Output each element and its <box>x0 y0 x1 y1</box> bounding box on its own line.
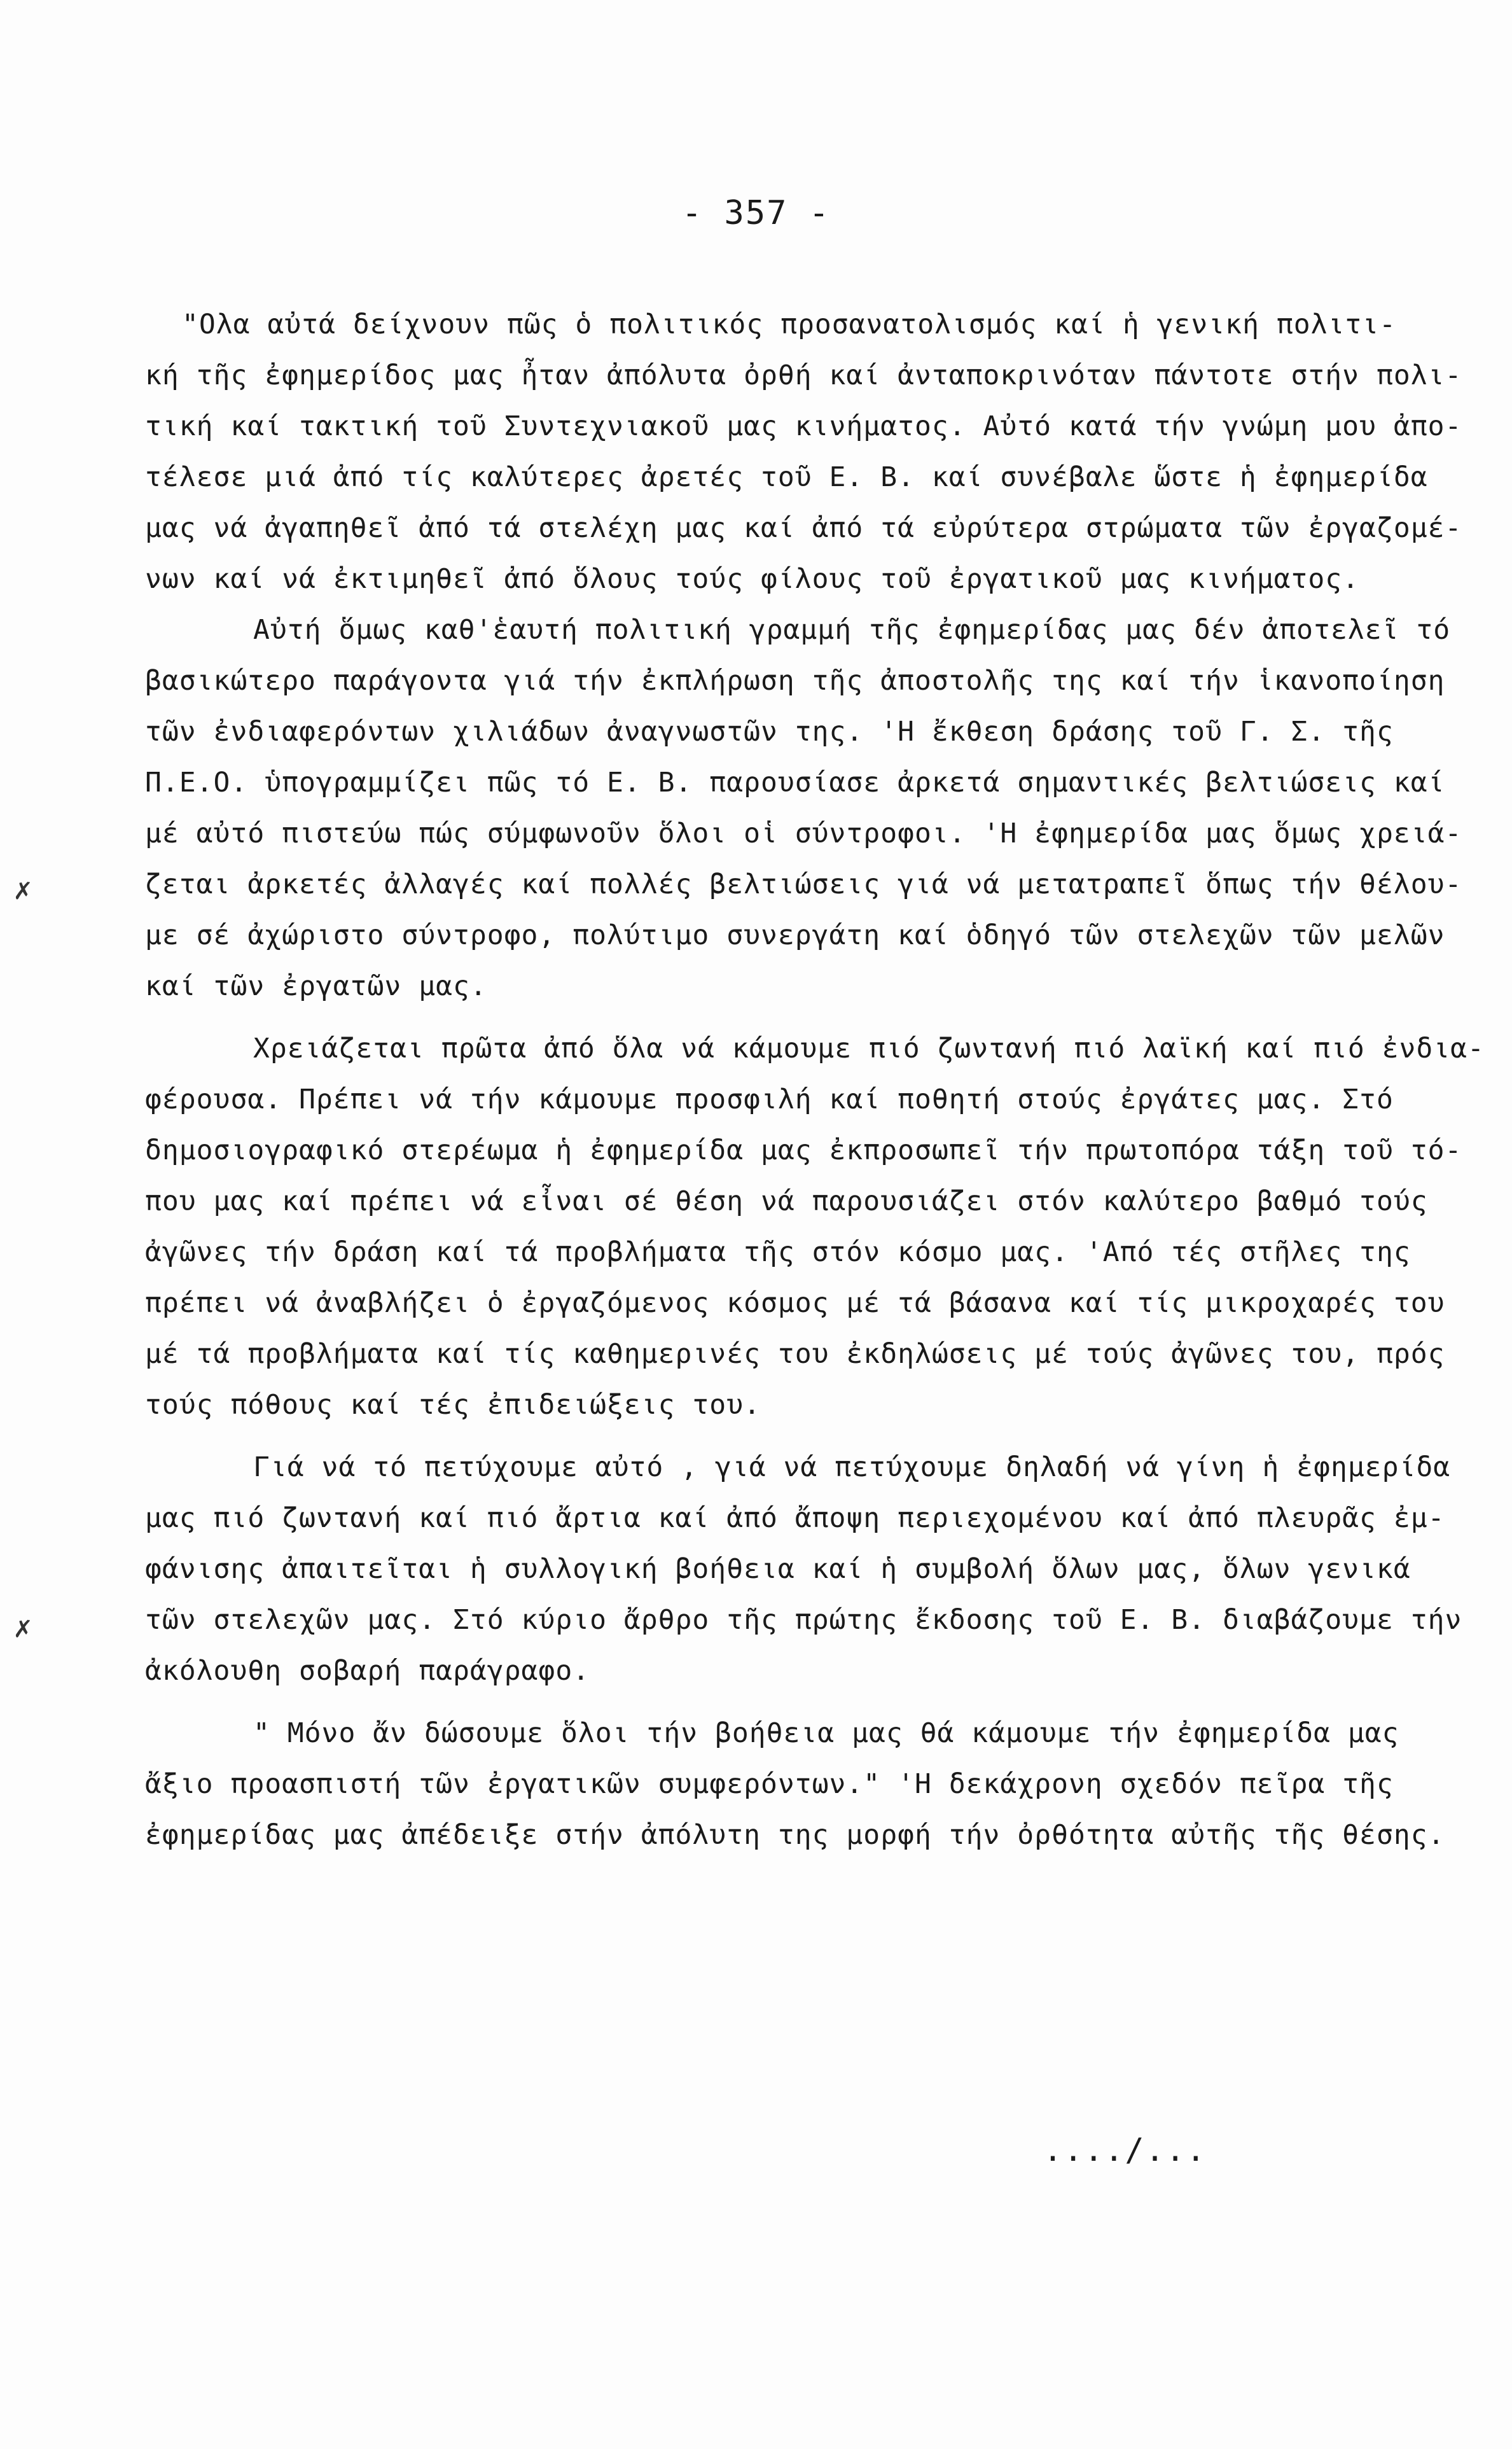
text-line: νων καί νά ἐκτιμηθεῖ ἀπό ὅλους τούς φίλους τοῦ ἐργατικοῦ μας κινήματος. <box>145 563 1360 595</box>
continuation-mark: ..../... <box>1043 2132 1207 2168</box>
text-line: μέ τά προβλήματα καί τίς καθημερινές του ἐκδηλώσεις μέ τούς ἀγῶνες του, πρός <box>145 1338 1445 1370</box>
text-line: δημοσιογραφικό στερέωμα ἡ ἐφημερίδα μας ἐκπροσωπεῖ τήν πρωτοπόρα τάξη τοῦ τό- <box>145 1134 1462 1166</box>
margin-mark: ✗ <box>14 872 32 906</box>
text-line: καί τῶν ἐργατῶν μας. <box>145 970 487 1002</box>
text-line: μας νά ἀγαπηθεῖ ἀπό τά στελέχη μας καί ἀπό τά εὐρύτερα στρώματα τῶν ἐργαζομέ- <box>145 512 1462 544</box>
text-line: που μας καί πρέπει νά εἶναι σέ θέση νά παρουσιάζει στόν καλύτερο βαθμό τούς <box>145 1185 1428 1217</box>
text-line: ἀκόλουθη σοβαρή παράγραφο. <box>145 1655 590 1687</box>
text-line: τική καί τακτική τοῦ Συντεχνιακοῦ μας κινήματος. Αὐτό κατά τήν γνώμη μου ἀπο- <box>145 410 1462 442</box>
margin-mark: ✗ <box>14 1610 32 1644</box>
text-line: Π.Ε.Ο. ὑπογραμμίζει πῶς τό Ε. Β. παρουσίασε ἀρκετά σημαντικές βελτιώσεις καί <box>145 767 1445 799</box>
text-line: Γιά νά τό πετύχουμε αὐτό , γιά νά πετύχουμε δηλαδή νά γίνη ἡ ἐφημερίδα <box>253 1451 1451 1483</box>
body-text <box>145 299 1485 1860</box>
text-line: τῶν ἐνδιαφερόντων χιλιάδων ἀναγνωστῶν της. 'Η ἔκθεση δράσης τοῦ Γ. Σ. τῆς <box>145 716 1394 748</box>
text-line: ζεται ἀρκετές ἀλλαγές καί πολλές βελτιώσεις γιά νά μετατραπεῖ ὅπως τήν θέλου- <box>145 869 1462 900</box>
text-line: ἐφημερίδας μας ἀπέδειξε στήν ἀπόλυτη της μορφή τήν ὀρθότητα αὐτῆς τῆς θέσης. <box>145 1819 1445 1851</box>
text-line: τούς πόθους καί τές ἐπιδειώξεις του. <box>145 1389 761 1421</box>
text-line: φάνισης ἀπαιτεῖται ἡ συλλογική βοήθεια καί ἡ συμβολή ὅλων μας, ὅλων γενικά <box>145 1553 1411 1585</box>
text-line: Αὐτή ὅμως καθ'ἑαυτή πολιτική γραμμή τῆς ἐφημερίδας μας δέν ἀποτελεῖ τό <box>253 614 1451 646</box>
page-number: - 357 - <box>681 194 831 232</box>
text-line: " Μόνο ἄν δώσουμε ὅλοι τήν βοήθεια μας θά κάμουμε τήν ἐφημερίδα μας <box>253 1717 1399 1749</box>
text-line: μας πιό ζωντανή καί πιό ἄρτια καί ἀπό ἄποψη περιεχομένου καί ἀπό πλευρᾶς ἐμ- <box>145 1502 1445 1534</box>
text-line: Χρειάζεται πρῶτα ἀπό ὅλα νά κάμουμε πιό ζωντανή πιό λαϊκή καί πιό ἐνδια- <box>253 1033 1485 1064</box>
text-line: με σέ ἀχώριστο σύντροφο, πολύτιμο συνεργάτη καί ὁδηγό τῶν στελεχῶν τῶν μελῶν <box>145 919 1445 951</box>
text-line: πρέπει νά ἀναβλήζει ὁ ἐργαζόμενος κόσμος μέ τά βάσανα καί τίς μικροχαρές του <box>145 1287 1445 1319</box>
text-line: ἄξιο προασπιστή τῶν ἐργατικῶν συμφερόντων." 'Η δεκάχρονη σχεδόν πεῖρα τῆς <box>145 1768 1394 1800</box>
text-line: μέ αὐτό πιστεύω πώς σύμφωνοῦν ὅλοι οἱ σύντροφοι. 'Η ἐφημερίδα μας ὅμως χρειά- <box>145 818 1462 849</box>
text-line: βασικώτερο παράγοντα γιά τήν ἐκπλήρωση τῆς ἀποστολῆς της καί τήν ἱκανοποίηση <box>145 665 1445 697</box>
text-line: "Ολα αὐτά δείχνουν πῶς ὁ πολιτικός προσανατολισμός καί ἡ γενική πολιτι- <box>182 309 1397 340</box>
text-line: φέρουσα. Πρέπει νά τήν κάμουμε προσφιλή καί ποθητή στούς ἐργάτες μας. Στό <box>145 1084 1394 1115</box>
text-line: τέλεσε μιά ἀπό τίς καλύτερες ἀρετές τοῦ Ε. Β. καί συνέβαλε ὥστε ἡ ἐφημερίδα <box>145 461 1428 493</box>
text-line: ἀγῶνες τήν δράση καί τά προβλήματα τῆς στόν κόσμο μας. 'Από τές στῆλες της <box>145 1236 1411 1268</box>
text-line: τῶν στελεχῶν μας. Στό κύριο ἄρθρο τῆς πρώτης ἔκδοσης τοῦ Ε. Β. διαβάζουμε τήν <box>145 1604 1462 1636</box>
text-line: κή τῆς ἐφημερίδος μας ἦταν ἀπόλυτα ὀρθή καί ἀνταποκρινόταν πάντοτε στήν πολι- <box>145 359 1462 391</box>
